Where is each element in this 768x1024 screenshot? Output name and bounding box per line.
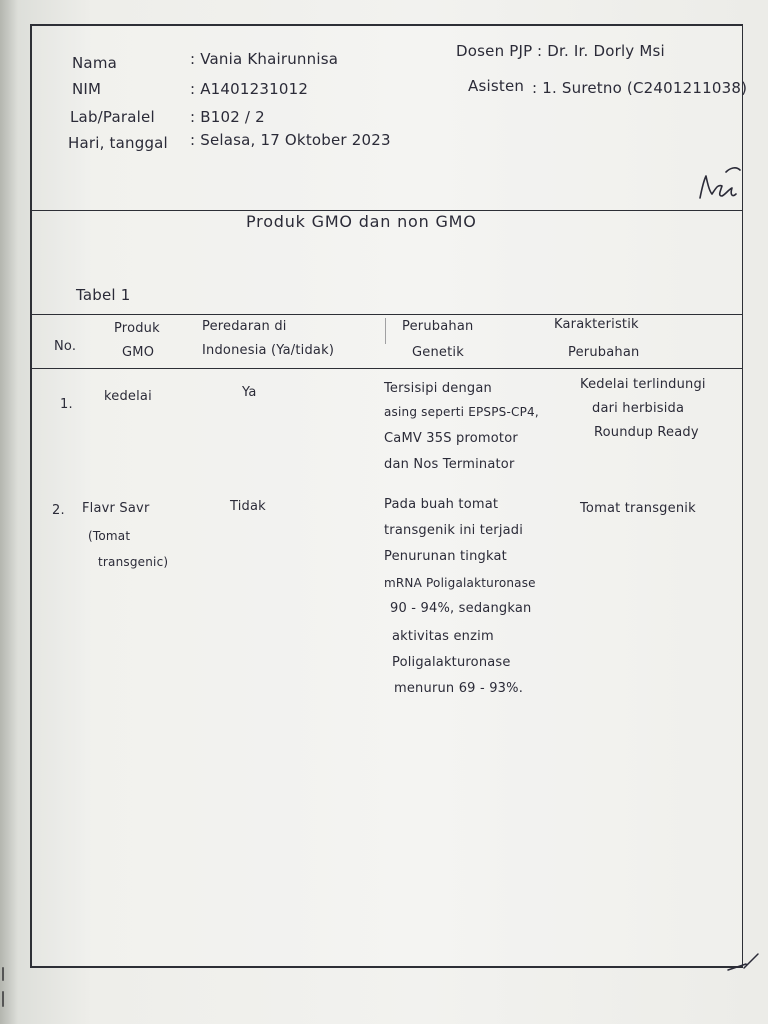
asisten-value: : 1. Suretno (C2401211038) bbox=[532, 79, 748, 97]
row-karakteristik-line: Roundup Ready bbox=[594, 425, 699, 440]
row-perubahan-line: Poligalakturonase bbox=[392, 655, 511, 670]
header-divider bbox=[32, 210, 743, 211]
row-karakteristik-line: Kedelai terlindungi bbox=[580, 377, 706, 392]
nama-label: Nama bbox=[72, 54, 118, 72]
row-perubahan-line: Pada buah tomat bbox=[384, 497, 499, 512]
header-produk-1: Produk bbox=[114, 321, 160, 336]
header-karakteristik-1: Karakteristik bbox=[554, 317, 639, 332]
check-mark-icon bbox=[726, 950, 760, 976]
header-karakteristik-2: Perubahan bbox=[568, 345, 640, 360]
header-peredaran-2: Indonesia (Ya/tidak) bbox=[202, 343, 335, 358]
row-perubahan-line: CaMV 35S promotor bbox=[384, 431, 518, 446]
row-peredaran: Tidak bbox=[230, 499, 266, 514]
header-peredaran-1: Peredaran di bbox=[202, 319, 287, 334]
row-perubahan-line: aktivitas enzim bbox=[392, 629, 494, 644]
page-title: Produk GMO dan non GMO bbox=[246, 212, 477, 231]
row-produk: kedelai bbox=[104, 389, 152, 404]
header-perubahan-1: Perubahan bbox=[402, 319, 474, 334]
hari-label: Hari, tanggal bbox=[68, 134, 168, 152]
row-perubahan-line: asing seperti EPSPS-CP4, bbox=[384, 405, 539, 419]
header-column-divider bbox=[385, 318, 386, 344]
header-perubahan-2: Genetik bbox=[412, 345, 464, 360]
nama-value: : Vania Khairunnisa bbox=[190, 50, 339, 68]
binder-mark-icon bbox=[0, 966, 8, 1010]
row-produk-line: Flavr Savr bbox=[82, 501, 150, 516]
row-produk-line: (Tomat bbox=[88, 529, 131, 543]
nim-label: NIM bbox=[72, 80, 102, 98]
row-perubahan-line: mRNA Poligalakturonase bbox=[384, 576, 536, 590]
row-perubahan-line: Penurunan tingkat bbox=[384, 549, 507, 564]
row-perubahan-line: Tersisipi dengan bbox=[384, 381, 492, 396]
hari-value: : Selasa, 17 Oktober 2023 bbox=[190, 131, 391, 149]
table-header-rule bbox=[32, 368, 743, 369]
page-edge-shadow bbox=[0, 0, 18, 1024]
row-perubahan-line: transgenik ini terjadi bbox=[384, 523, 524, 538]
row-no: 1. bbox=[60, 397, 73, 412]
row-perubahan-line: 90 - 94%, sedangkan bbox=[390, 601, 532, 616]
row-karakteristik-line: dari herbisida bbox=[592, 401, 685, 416]
header-produk-2: GMO bbox=[122, 345, 155, 360]
row-produk-line: transgenic) bbox=[98, 555, 169, 569]
asisten-label: Asisten bbox=[468, 77, 525, 95]
dosen-value: : Dr. Ir. Dorly Msi bbox=[537, 42, 665, 60]
worksheet-frame bbox=[30, 24, 748, 968]
row-perubahan-line: dan Nos Terminator bbox=[384, 457, 515, 472]
nim-value: : A1401231012 bbox=[190, 80, 309, 98]
row-no: 2. bbox=[52, 503, 65, 518]
row-karakteristik-line: Tomat transgenik bbox=[580, 501, 696, 516]
dosen-label: Dosen PJP bbox=[456, 42, 533, 60]
lab-label: Lab/Paralel bbox=[70, 108, 155, 126]
signature-scribble-icon bbox=[696, 164, 744, 206]
header-no: No. bbox=[54, 339, 77, 354]
table-top-rule bbox=[32, 314, 743, 315]
row-perubahan-line: menurun 69 - 93%. bbox=[394, 681, 524, 696]
table-caption: Tabel 1 bbox=[76, 286, 131, 304]
lab-value: : B102 / 2 bbox=[190, 108, 265, 126]
row-peredaran: Ya bbox=[242, 385, 257, 400]
